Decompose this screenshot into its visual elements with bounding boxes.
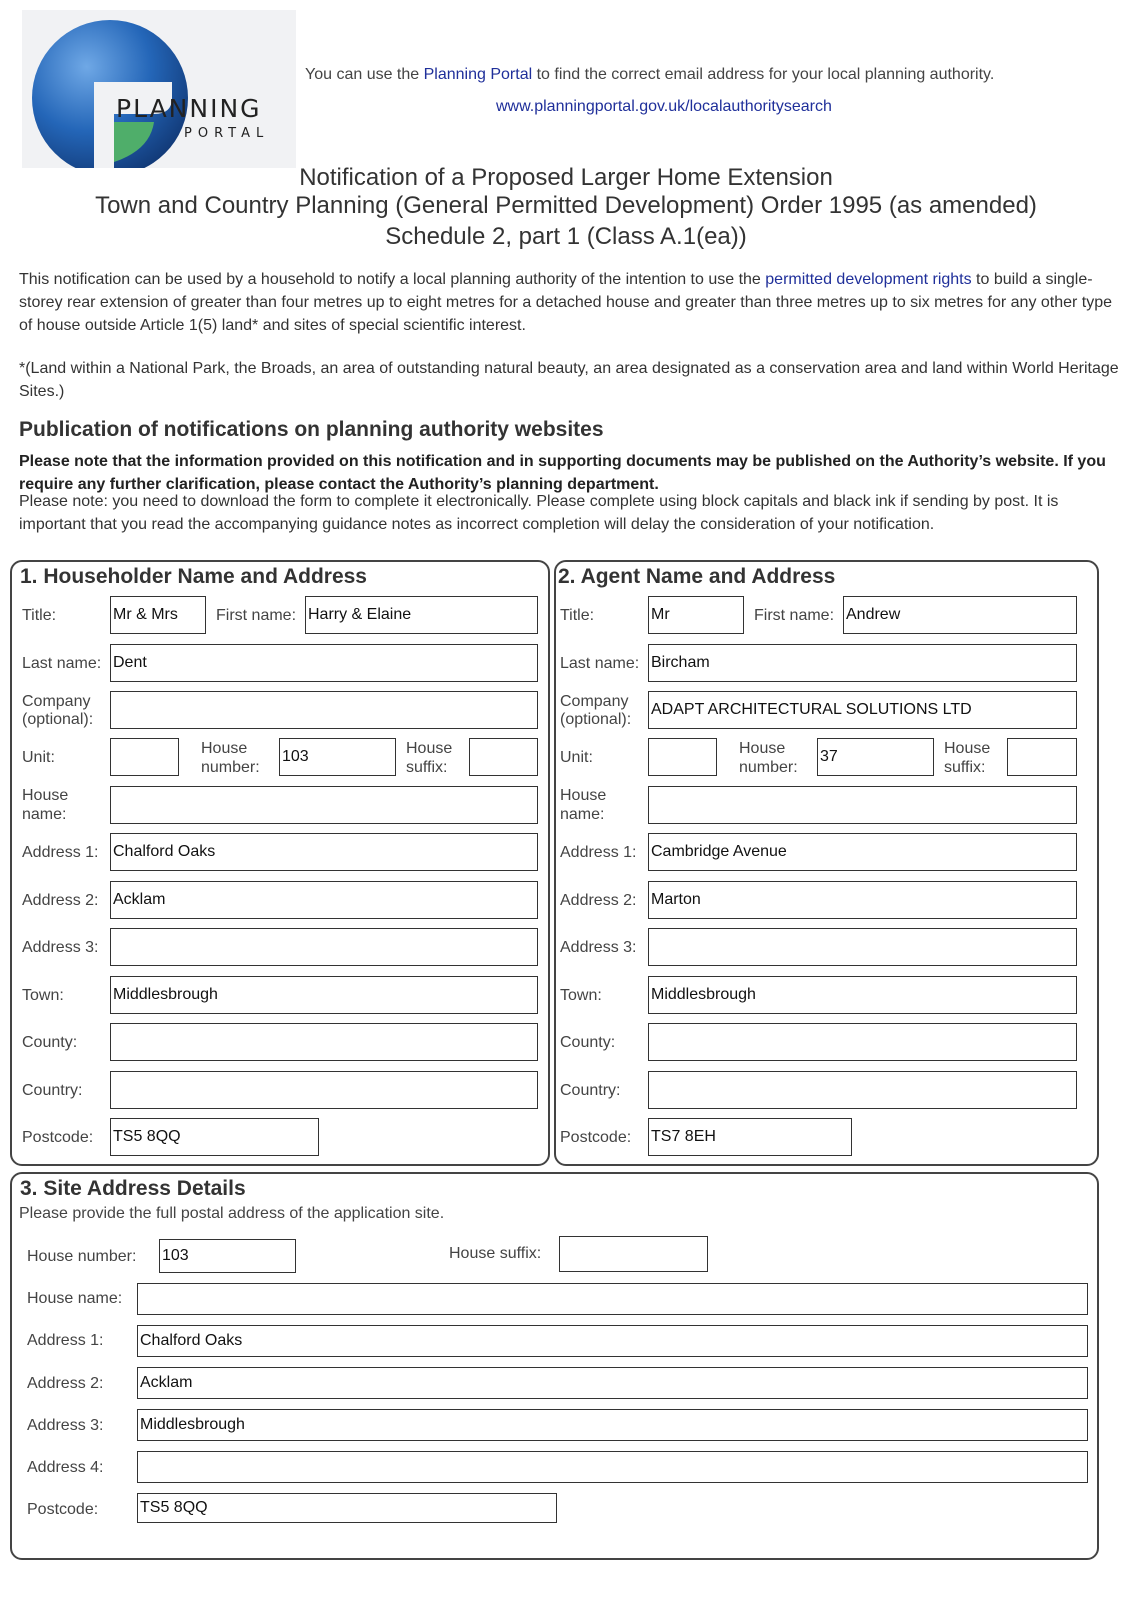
ag-title-label: Title: [560,607,595,624]
hh-country-label: Country: [22,1082,83,1099]
hh-postcode-field[interactable]: TS5 8QQ [110,1118,319,1156]
ag-postcode-label: Postcode: [560,1129,632,1146]
ag-company-field[interactable]: ADAPT ARCHITECTURAL SOLUTIONS LTD [648,691,1077,729]
site-subheading: Please provide the full postal address of the application site. [19,1205,445,1222]
hh-town-field[interactable]: Middlesbrough [110,976,538,1014]
form-schedule: Schedule 2, part 1 (Class A.1(ea)) [385,223,747,250]
hh-first-name-label: First name: [216,607,297,624]
hh-unit-field[interactable] [110,738,179,776]
ag-address3-label: Address 3: [560,939,637,956]
ag-house-suffix-field[interactable] [1007,738,1077,776]
hh-company-field[interactable] [110,691,538,729]
form-title: Notification of a Proposed Larger Home Extension [299,164,833,191]
ag-house-suffix-label-2: suffix: [944,759,986,776]
site-address3-field[interactable]: Middlesbrough [137,1409,1088,1441]
ag-house-name-label-1: House [560,787,607,804]
ag-company-label-1: Company [560,693,629,710]
hh-address3-label: Address 3: [22,939,99,956]
ag-first-name-label: First name: [754,607,835,624]
completion-note: Please note: you need to download the form to complete it electronically. Please complete using block capitals and black ink if sending by post. It is important that you read the accompanying guidance notes as incorrect completion will delay the consideration of your notification. [19,493,1059,533]
ag-town-field[interactable]: Middlesbrough [648,976,1077,1014]
ag-country-field[interactable] [648,1071,1077,1109]
hh-title-label: Title: [22,607,57,624]
ag-house-number-label-1: House [739,740,786,757]
hh-town-label: Town: [22,987,64,1004]
planning-portal-logo [22,10,296,168]
ag-unit-field[interactable] [648,738,717,776]
ag-address3-field[interactable] [648,928,1077,966]
authority-search-url[interactable]: www.planningportal.gov.uk/localauthoritysearch [496,98,832,115]
ag-house-name-field[interactable] [648,786,1077,824]
ag-town-label: Town: [560,987,602,1004]
site-address2-label: Address 2: [27,1375,104,1392]
logo-subword: PORTAL [184,126,270,141]
ag-address2-field[interactable]: Marton [648,881,1077,919]
intro-prefix: You can use the [305,66,424,83]
hh-last-name-label: Last name: [22,655,102,672]
site-house-suffix-label: House suffix: [449,1245,542,1262]
ag-house-number-label-2: number: [739,759,798,776]
hh-first-name-field[interactable]: Harry & Elaine [305,596,538,634]
ag-address1-field[interactable]: Cambridge Avenue [648,833,1077,871]
ag-postcode-field[interactable]: TS7 8EH [648,1118,852,1156]
agent-heading: 2. Agent Name and Address [558,565,836,588]
publication-heading: Publication of notifications on planning authority websites [19,418,604,441]
hh-house-name-label-1: House [22,787,69,804]
site-address4-label: Address 4: [27,1459,104,1476]
description [19,268,1119,337]
ag-county-label: County: [560,1034,616,1051]
hh-address2-field[interactable]: Acklam [110,881,538,919]
ag-house-suffix-label-1: House [944,740,991,757]
site-house-suffix-field[interactable] [559,1236,708,1272]
householder-heading: 1. Householder Name and Address [20,565,367,588]
planning-portal-link[interactable]: Planning Portal [423,66,533,83]
ag-last-name-label: Last name: [560,655,640,672]
ag-first-name-field[interactable]: Andrew [843,596,1077,634]
ag-house-number-field[interactable]: 37 [817,738,934,776]
hh-address1-label: Address 1: [22,844,99,861]
logo-wordmark: PLANNING [116,94,262,123]
publication-bold-note: Please note that the information provided on this notification and in supporting documents may be published on the Authority’s website. If you require any further clarification, please contact the Authority’s planning department. [19,453,1106,493]
ag-unit-label: Unit: [560,749,593,766]
ag-house-name-label-2: name: [560,806,605,823]
hh-country-field[interactable] [110,1071,538,1109]
ag-address1-label: Address 1: [560,844,637,861]
hh-title-field[interactable]: Mr & Mrs [110,596,206,634]
site-postcode-field[interactable]: TS5 8QQ [137,1493,557,1523]
hh-address3-field[interactable] [110,928,538,966]
site-address1-label: Address 1: [27,1332,104,1349]
site-address3-label: Address 3: [27,1417,104,1434]
permitted-development-link[interactable]: permitted development rights [765,271,972,288]
hh-postcode-label: Postcode: [22,1129,94,1146]
hh-house-name-label-2: name: [22,806,67,823]
site-house-name-label: House name: [27,1290,123,1307]
hh-house-name-field[interactable] [110,786,538,824]
ag-county-field[interactable] [648,1023,1077,1061]
site-address4-field[interactable] [137,1451,1088,1483]
hh-county-label: County: [22,1034,78,1051]
hh-house-suffix-label-2: suffix: [406,759,448,776]
hh-address1-field[interactable]: Chalford Oaks [110,833,538,871]
hh-house-suffix-label-1: House [406,740,453,757]
globe-icon [22,10,296,168]
site-house-number-label: House number: [27,1248,137,1265]
land-footnote: *(Land within a National Park, the Broads, an area of outstanding natural beauty, an area designated as a conservation area and land within World Heritage Sites.) [19,360,1119,400]
hh-company-label-1: Company [22,693,91,710]
hh-house-number-field[interactable]: 103 [279,738,396,776]
ag-company-label-2: (optional): [560,711,632,728]
ag-last-name-field[interactable]: Bircham [648,644,1077,682]
hh-address2-label: Address 2: [22,892,99,909]
site-address2-field[interactable]: Acklam [137,1367,1088,1399]
ag-country-label: Country: [560,1082,621,1099]
description-suffix: to build a single-storey rear extension of greater than four metres up to eight metres for a detached house and greater than three metres up to six metres for any other type of house outside Article 1(5) land* and sites of special scientific interest. [19,271,1113,334]
hh-house-number-label-2: number: [201,759,260,776]
description-prefix: This notification can be used by a household to notify a local planning authority of the intention to use the [19,271,766,288]
hh-company-label-2: (optional): [22,711,94,728]
hh-house-number-label-1: House [201,740,248,757]
intro-line [305,66,994,84]
hh-unit-label: Unit: [22,749,55,766]
site-address1-field[interactable]: Chalford Oaks [137,1325,1088,1357]
hh-last-name-field[interactable]: Dent [110,644,538,682]
ag-address2-label: Address 2: [560,892,637,909]
site-house-number-field[interactable]: 103 [159,1239,296,1273]
site-heading: 3. Site Address Details [20,1177,246,1200]
site-house-name-field[interactable] [137,1283,1088,1315]
intro-suffix: to find the correct email address for your local planning authority. [532,66,995,83]
hh-county-field[interactable] [110,1023,538,1061]
hh-house-suffix-field[interactable] [469,738,538,776]
site-postcode-label: Postcode: [27,1501,99,1518]
ag-title-field[interactable]: Mr [648,596,744,634]
form-order: Town and Country Planning (General Permitted Development) Order 1995 (as amended) [95,192,1037,219]
